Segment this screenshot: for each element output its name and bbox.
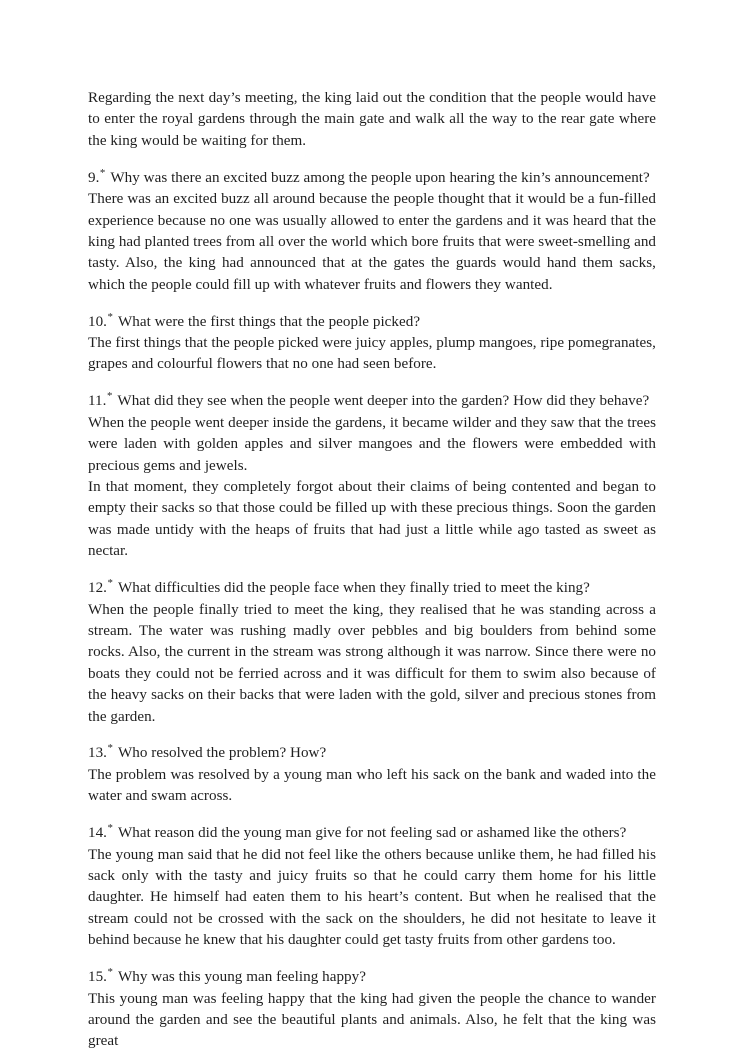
answer-paragraph: When the people went deeper inside the gardens, it became wilder and they saw that the trees were laden with golden apples and silver mangoes and the flowers were embedded with precious gems and jewels. bbox=[88, 414, 656, 474]
qa-item-10 bbox=[88, 312, 656, 376]
question-number bbox=[88, 577, 113, 597]
intro-paragraph-group bbox=[88, 88, 656, 152]
question-label: What did they see when the people went deeper into the garden? How did they behave? bbox=[117, 393, 650, 410]
question-number bbox=[88, 822, 113, 842]
qa-item-14 bbox=[88, 823, 656, 951]
question-text bbox=[88, 967, 656, 988]
question-number-value: 11. bbox=[88, 393, 107, 410]
question-label: What were the first things that the people picked? bbox=[117, 313, 421, 330]
question-star: * bbox=[99, 166, 106, 179]
question-number-value: 15. bbox=[88, 969, 107, 986]
qa-item-15 bbox=[88, 967, 656, 1053]
question-text bbox=[88, 743, 656, 764]
question-text bbox=[88, 578, 656, 599]
question-label: What reason did the young man give for not feeling sad or ashamed like the others? bbox=[117, 825, 627, 842]
question-number bbox=[88, 966, 113, 986]
question-star: * bbox=[107, 742, 113, 755]
question-number-value: 10. bbox=[88, 313, 107, 330]
intro-paragraph: Regarding the next day’s meeting, the king laid out the condition that the people would have to enter the royal gardens through the main gate and walk all the way to the rear gate where the king would be waiting for them. bbox=[88, 90, 656, 149]
question-text bbox=[88, 168, 656, 189]
question-star: * bbox=[107, 966, 113, 979]
question-star: * bbox=[107, 577, 113, 590]
question-text bbox=[88, 823, 656, 844]
question-label: What difficulties did the people face when they finally tried to meet the king? bbox=[117, 580, 590, 597]
question-star: * bbox=[106, 390, 113, 403]
question-number-value: 12. bbox=[88, 580, 107, 597]
answer-paragraph: When the people finally tried to meet the king, they realised that he was standing across a stream. The water was rushing madly over pebbles and big boulders from behind some rocks. Also, the current in the stream was strong although it was narrow. Since there were no boats they could not be ferried across and it was difficult for them to swim also because of the heavy sacks on their backs that were laden with the gold, silver and precious stones from the garden. bbox=[88, 601, 656, 725]
text-column bbox=[88, 88, 656, 1053]
question-number-value: 14. bbox=[88, 825, 107, 842]
answer-paragraph: The problem was resolved by a young man who left his sack on the bank and waded into the water and swam across. bbox=[88, 766, 656, 805]
question-number-value: 13. bbox=[88, 745, 107, 762]
question-label: Who resolved the problem? How? bbox=[117, 745, 327, 762]
question-text bbox=[88, 312, 656, 333]
qa-item-13 bbox=[88, 743, 656, 807]
answer-paragraph: The first things that the people picked were juicy apples, plump mangoes, ripe pomegranates, grapes and colourful flowers that no one had seen before. bbox=[88, 335, 656, 373]
question-text bbox=[88, 391, 656, 412]
question-number bbox=[88, 166, 106, 186]
question-number-value: 9. bbox=[88, 169, 100, 186]
question-number bbox=[88, 310, 113, 330]
question-label: Why was there an excited buzz among the people upon hearing the kin’s announcement? bbox=[110, 169, 650, 186]
answer-paragraph: There was an excited buzz all around because the people thought that it would be a fun-filled experience because no one was usually allowed to enter the gardens and it was heard that the king had planted trees from all over the world which bore fruits that were sweet-smelling and tasty. Also, the king had announced that at the gates the guards would hand them sacks, which the people could fill up with whatever fruits and flowers they wanted. bbox=[88, 191, 656, 293]
question-star: * bbox=[107, 822, 113, 835]
answer-paragraph: In that moment, they completely forgot about their claims of being contented and began to empty their sacks so that those could be filled up with these precious things. Soon the garden was made untidy with the heaps of fruits that had just a little while ago tasted as sweet as nectar. bbox=[88, 479, 656, 560]
question-number bbox=[88, 390, 113, 410]
qa-item-11 bbox=[88, 391, 656, 562]
question-number bbox=[88, 742, 113, 762]
qa-item-12 bbox=[88, 578, 656, 728]
question-label: Why was this young man feeling happy? bbox=[117, 969, 366, 986]
answer-paragraph: This young man was feeling happy that the king had given the people the chance to wander around the garden and see the beautiful plants and animals. Also, he felt that the king was great bbox=[88, 990, 656, 1050]
answer-paragraph: The young man said that he did not feel like the others because unlike them, he had filled his sack only with the tasty and juicy fruits so that he could carry them home for his little daughter. He himself had eaten them to his heart’s content. But when he realised that the stream could not be crossed with the sack on the shoulders, he did not hesitate to leave it behind because he knew that his daughter could get tasty fruits from other gardens too. bbox=[88, 846, 656, 949]
qa-item-9 bbox=[88, 168, 656, 296]
question-star: * bbox=[107, 310, 113, 323]
